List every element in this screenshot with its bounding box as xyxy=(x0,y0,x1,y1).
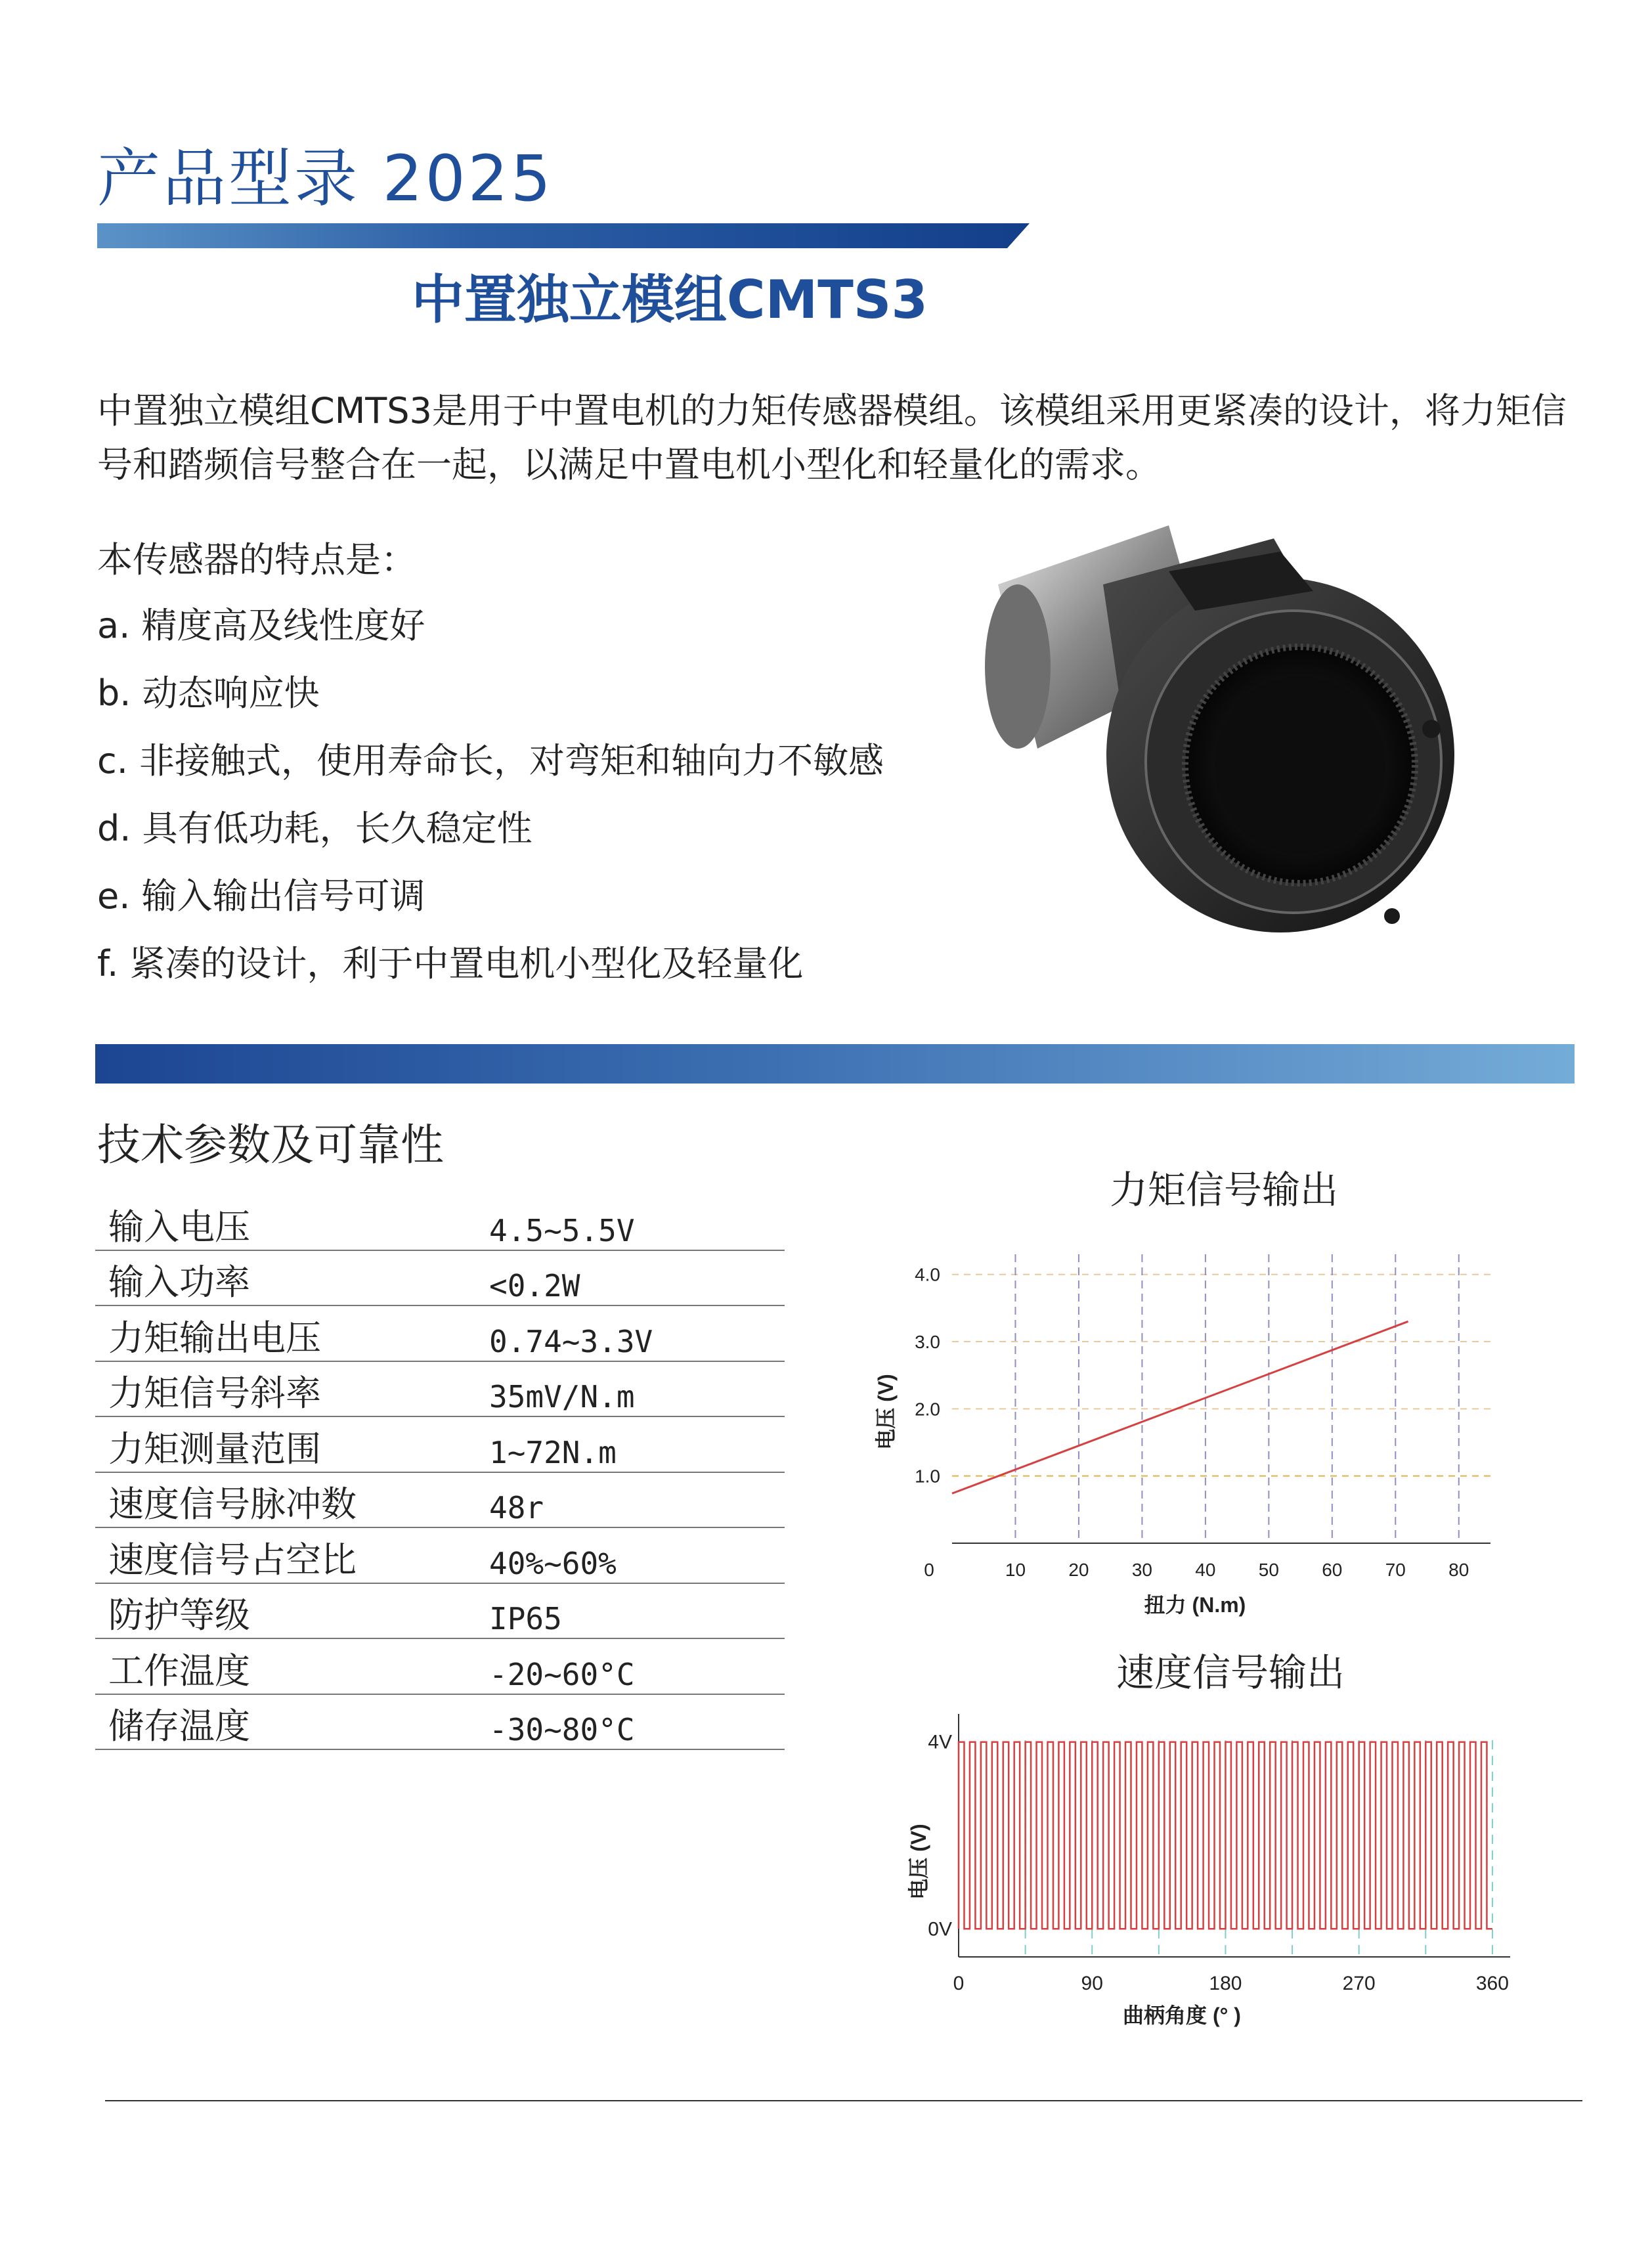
x-tick-label: 180 xyxy=(1209,1973,1242,1994)
x-tick-label: 30 xyxy=(1131,1560,1152,1580)
spec-row xyxy=(95,1695,785,1751)
spec-row xyxy=(95,1473,785,1529)
spec-value: IP65 xyxy=(489,1601,562,1636)
footer-rule xyxy=(105,2100,1582,2101)
feature-item: e. 输入输出信号可调 xyxy=(97,875,425,917)
x-tick-label: 270 xyxy=(1342,1973,1376,1994)
spec-row xyxy=(95,1584,785,1640)
x-tick-label: 0 xyxy=(953,1973,965,1994)
spec-value: 4.5~5.5V xyxy=(489,1212,635,1248)
catalog-title: 产品型录 2025 xyxy=(97,142,554,215)
spec-label: 工作温度 xyxy=(108,1650,250,1692)
feature-item: a. 精度高及线性度好 xyxy=(97,605,425,646)
x-axis-label: 扭力 (N.m) xyxy=(1144,1593,1246,1617)
x-tick-label: 40 xyxy=(1195,1560,1216,1580)
feature-item: b. 动态响应快 xyxy=(97,672,320,714)
spec-table xyxy=(95,1195,785,1750)
spec-row xyxy=(95,1251,785,1307)
spec-row xyxy=(95,1417,785,1473)
sensor-module-image xyxy=(972,512,1471,965)
spec-row xyxy=(95,1639,785,1695)
torque-chart xyxy=(840,1228,1510,1622)
y-tick-label: 0V xyxy=(928,1918,952,1940)
features-heading: 本传感器的特点是： xyxy=(97,539,416,581)
feature-item: f. 紧凑的设计，利于中置电机小型化及轻量化 xyxy=(97,943,804,984)
spec-row xyxy=(95,1362,785,1418)
spec-value: <0.2W xyxy=(489,1268,580,1304)
torque-chart-title: 力矩信号输出 xyxy=(1110,1168,1339,1212)
speed-chart xyxy=(860,1701,1517,2042)
title-accent-bar xyxy=(97,223,1030,248)
y-tick-label: 2.0 xyxy=(915,1399,940,1420)
spec-label: 输入电压 xyxy=(108,1206,250,1248)
torque-series-line xyxy=(952,1321,1408,1493)
spec-heading: 技术参数及可靠性 xyxy=(97,1120,444,1170)
product-title: 中置独立模组CMTS3 xyxy=(411,269,928,330)
spec-row xyxy=(95,1306,785,1362)
section-divider-band xyxy=(95,1044,1575,1084)
spec-value: 48r xyxy=(489,1490,544,1525)
spec-row xyxy=(95,1195,785,1251)
x-tick-label: 50 xyxy=(1258,1560,1279,1580)
spec-value: 1~72N.m xyxy=(489,1434,617,1470)
spec-value: -30~80°C xyxy=(489,1712,635,1747)
y-tick-label: 4V xyxy=(928,1731,952,1753)
speed-pulse-series xyxy=(959,1742,1492,1929)
spec-label: 速度信号占空比 xyxy=(108,1539,357,1581)
spec-row xyxy=(95,1528,785,1584)
x-tick-label: 80 xyxy=(1448,1560,1469,1580)
x-axis-label: 曲柄角度 (° ) xyxy=(1123,2004,1241,2027)
spec-value: 0.74~3.3V xyxy=(489,1323,653,1359)
spec-value: 35mV/N.m xyxy=(489,1379,635,1414)
feature-item: c. 非接触式，使用寿命长，对弯矩和轴向力不敏感 xyxy=(97,740,884,781)
feature-item: d. 具有低功耗，长久稳定性 xyxy=(97,808,533,849)
spec-label: 力矩测量范围 xyxy=(108,1428,321,1470)
y-axis-label: 电压 (V) xyxy=(907,1824,930,1900)
spec-label: 输入功率 xyxy=(108,1261,250,1303)
x-tick-label: 10 xyxy=(1005,1560,1026,1580)
spec-label: 力矩输出电压 xyxy=(108,1317,321,1359)
x-tick-label: 20 xyxy=(1068,1560,1089,1580)
x-tick-label: 0 xyxy=(924,1560,934,1580)
speed-chart-title: 速度信号输出 xyxy=(1116,1650,1345,1695)
spec-value: -20~60°C xyxy=(489,1656,635,1692)
x-tick-label: 70 xyxy=(1385,1560,1406,1580)
spec-value: 40%~60% xyxy=(489,1545,617,1581)
x-tick-label: 60 xyxy=(1322,1560,1343,1580)
intro-paragraph: 中置独立模组CMTS3是用于中置电机的力矩传感器模组。该模组采用更紧凑的设计，将力矩信号和踏频信号整合在一起，以满足中置电机小型化和轻量化的需求。 xyxy=(97,390,1567,485)
spec-label: 防护等级 xyxy=(108,1594,250,1636)
y-tick-label: 3.0 xyxy=(915,1332,940,1353)
x-tick-label: 360 xyxy=(1475,1973,1509,1994)
y-tick-label: 1.0 xyxy=(915,1466,940,1487)
y-tick-label: 4.0 xyxy=(915,1264,940,1285)
spec-label: 力矩信号斜率 xyxy=(108,1372,321,1414)
y-axis-label: 电压 (V) xyxy=(874,1374,898,1450)
x-tick-label: 90 xyxy=(1081,1973,1103,1994)
spec-label: 储存温度 xyxy=(108,1705,250,1747)
spec-label: 速度信号脉冲数 xyxy=(108,1483,357,1525)
